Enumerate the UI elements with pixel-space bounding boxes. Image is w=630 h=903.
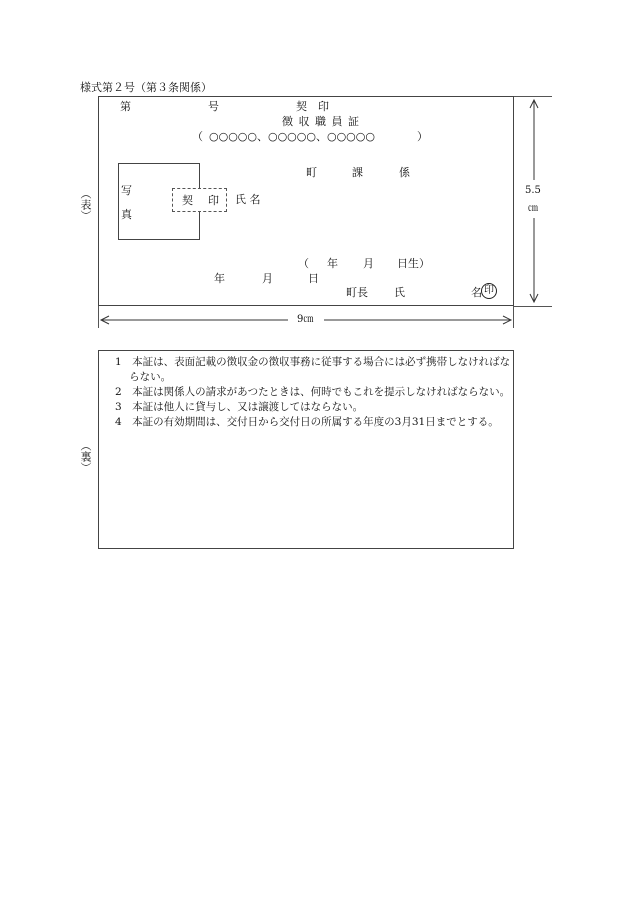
seal-char-1: 契 — [182, 194, 193, 207]
official-stamp-icon: 印 — [481, 283, 497, 299]
back-card — [98, 350, 514, 549]
mayor-title: 町長 — [346, 286, 368, 299]
height-label-unit: ㎝ — [528, 203, 538, 214]
note-item: 1 本証は、表面記載の徴収金の徴収事務に従事する場合には必ず携帯しなければならない。 — [115, 356, 511, 383]
note-item: 3 本証は他人に貸与し、又は譲渡してはならない。 — [115, 401, 364, 413]
dob-year: 年 — [327, 257, 338, 270]
issue-day: 日 — [308, 272, 319, 285]
issue-month: 月 — [262, 272, 273, 285]
notes-list — [115, 355, 511, 430]
front-side-label: （表） — [79, 188, 92, 221]
photo-char-1: 写 — [121, 184, 132, 197]
dept-unit: 係 — [399, 166, 410, 179]
name-label: 氏 名 — [235, 193, 261, 206]
photo-char-2: 真 — [121, 208, 132, 221]
dept-section: 課 — [352, 166, 363, 179]
seal-char-2: 印 — [208, 194, 219, 207]
mayor-shi: 氏 — [394, 286, 405, 299]
seal-top-label: 契 印 — [296, 100, 329, 113]
card-title: 徴 収 職 員 証 — [282, 115, 360, 128]
note-item: 4 本証の有効期間は、交付日から交付日の所属する年度の3月31日までとする。 — [115, 416, 499, 428]
note-item: 2 本証は関係人の請求があつたときは、何時でもこれを提示しなければならない。 — [115, 386, 511, 398]
dob-day: 日生） — [397, 257, 430, 270]
mayor-name-char: 名 — [471, 286, 482, 299]
paren-close: ） — [417, 130, 428, 143]
width-label: 9㎝ — [297, 314, 314, 325]
number-prefix: 第 — [120, 100, 131, 113]
dept-town: 町 — [306, 166, 317, 179]
issue-year: 年 — [214, 272, 225, 285]
dob-month: 月 — [363, 257, 374, 270]
number-suffix: 号 — [208, 100, 219, 113]
paren-open: （ — [192, 130, 203, 143]
form-title: 様式第２号（第３条関係） — [80, 81, 212, 94]
back-side-label: （裏） — [79, 440, 92, 473]
dob-paren-open: （ — [298, 257, 309, 270]
placeholder-circles: ○○○○○、○○○○○、○○○○○ — [209, 130, 375, 143]
height-label-number: 5.5 — [525, 185, 541, 196]
